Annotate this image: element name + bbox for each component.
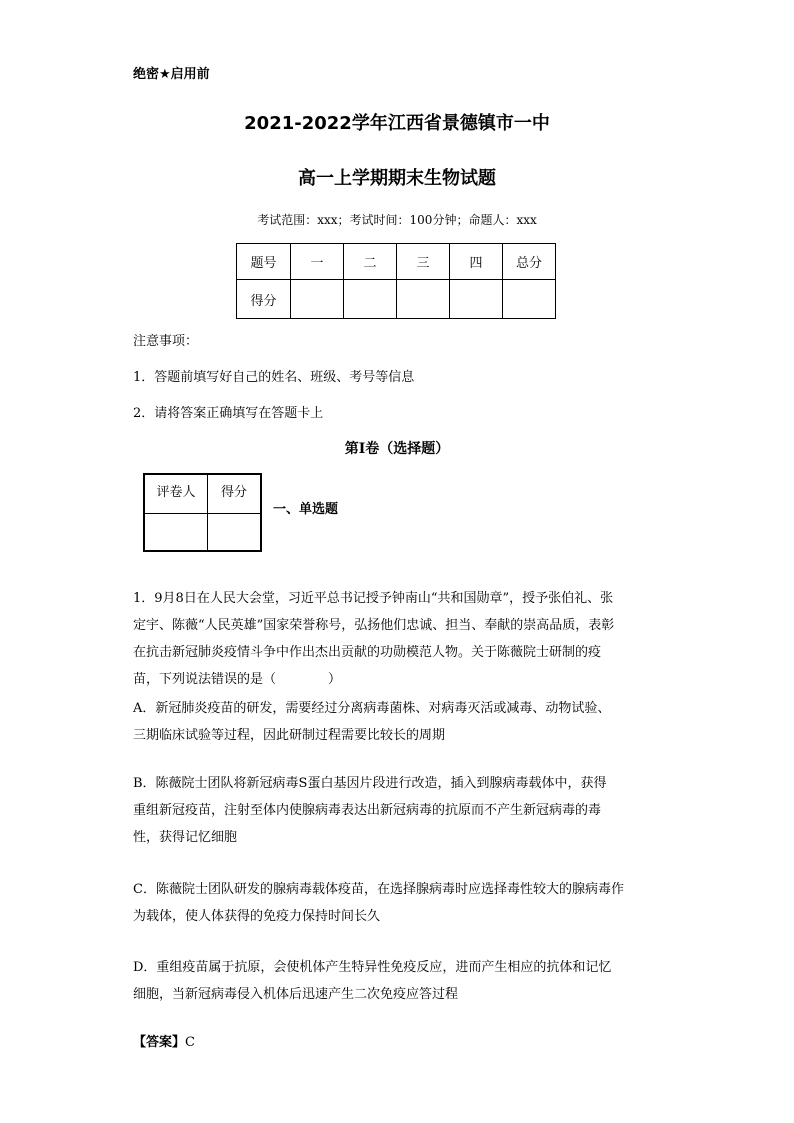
- option-c-line: C．陈薇院士团队研发的腺病毒载体疫苗，在选择腺病毒时应选择毒性较大的腺病毒作: [133, 882, 624, 897]
- answer: [133, 1031, 195, 1050]
- grader-score-cell: [208, 514, 262, 552]
- question-stem-line: 苗，下列说法错误的是（ ）: [133, 672, 342, 687]
- score-table-col-3: 三: [397, 244, 450, 280]
- exam-info: 考试范围：xxx；考试时间：100分钟；命题人：xxx: [257, 213, 537, 227]
- option-a-line: A．新冠肺炎疫苗的研发，需要经过分离病毒菌株、对病毒灭活或减毒、动物试验、: [133, 701, 611, 716]
- option-c-line: 为载体，使人体获得的免疫力保持时间长久: [133, 909, 381, 924]
- score-table: [236, 243, 556, 319]
- score-table-col-1: 一: [291, 244, 344, 280]
- option-a: [133, 695, 663, 749]
- answer-label: 【答案】: [133, 1035, 186, 1050]
- option-b-line: 重组新冠疫苗，注射至体内使腺病毒表达出新冠病毒的抗原而不产生新冠病毒的毒: [133, 803, 602, 818]
- grader-label: 评卷人: [144, 474, 208, 514]
- grader-score-label: 得分: [208, 474, 262, 514]
- answer-value: C: [185, 1035, 195, 1050]
- question-stem-line: 在抗击新冠肺炎疫情斗争中作出杰出贡献的功勋模范人物。关于陈薇院士研制的疫: [133, 645, 602, 660]
- option-d-line: 细胞，当新冠病毒侵入机体后迅速产生二次免疫应答过程: [133, 987, 459, 1002]
- grader-cell: [144, 514, 208, 552]
- score-cell-total: [503, 280, 556, 319]
- score-cell-2: [344, 280, 397, 319]
- score-table-col-2: 二: [344, 244, 397, 280]
- option-b: [133, 770, 663, 851]
- note-item-1: 1．答题前填写好自己的姓名、班级、考号等信息: [133, 370, 415, 385]
- score-cell-3: [397, 280, 450, 319]
- section-title: 第I卷（选择题）: [344, 441, 450, 457]
- option-d-line: D．重组疫苗属于抗原，会使机体产生特异性免疫反应，进而产生相应的抗体和记忆: [133, 960, 612, 975]
- score-cell-4: [450, 280, 503, 319]
- grader-table: [143, 473, 262, 552]
- score-table-header-row: [237, 244, 556, 280]
- score-table-col-total: 总分: [503, 244, 556, 280]
- option-a-line: 三期临床试验等过程，因此研制过程需要比较长的周期: [133, 728, 446, 743]
- score-table-col-4: 四: [450, 244, 503, 280]
- option-b-line: B．陈薇院士团队将新冠病毒S蛋白基因片段进行改造，插入到腺病毒载体中，获得: [133, 776, 607, 791]
- option-b-line: 性，获得记忆细胞: [133, 830, 238, 845]
- question-stem-line: 1．9月8日在人民大会堂，习近平总书记授予钟南山“共和国勋章”，授予张伯礼、张: [133, 591, 614, 606]
- exam-title-line1: 2021-2022学年江西省景德镇市一中: [244, 113, 550, 134]
- question-stem-line: 定宇、陈薇“人民英雄”国家荣誉称号，弘扬他们忠诚、担当、奉献的崇高品质，表彰: [133, 618, 615, 633]
- score-table-header-label: 题号: [237, 244, 291, 280]
- exam-title-line2: 高一上学期期末生物试题: [298, 168, 496, 189]
- question-stem: [133, 585, 663, 693]
- option-d: [133, 954, 663, 1008]
- score-cell-1: [291, 280, 344, 319]
- secret-mark: 绝密★启用前: [133, 67, 210, 82]
- part-title: 一、单选题: [273, 502, 339, 517]
- notes-title: 注意事项：: [133, 334, 199, 349]
- option-c: [133, 876, 663, 930]
- note-item-2: 2．请将答案正确填写在答题卡上: [133, 406, 324, 421]
- score-table-score-row: [237, 280, 556, 319]
- score-table-row-label: 得分: [237, 280, 291, 319]
